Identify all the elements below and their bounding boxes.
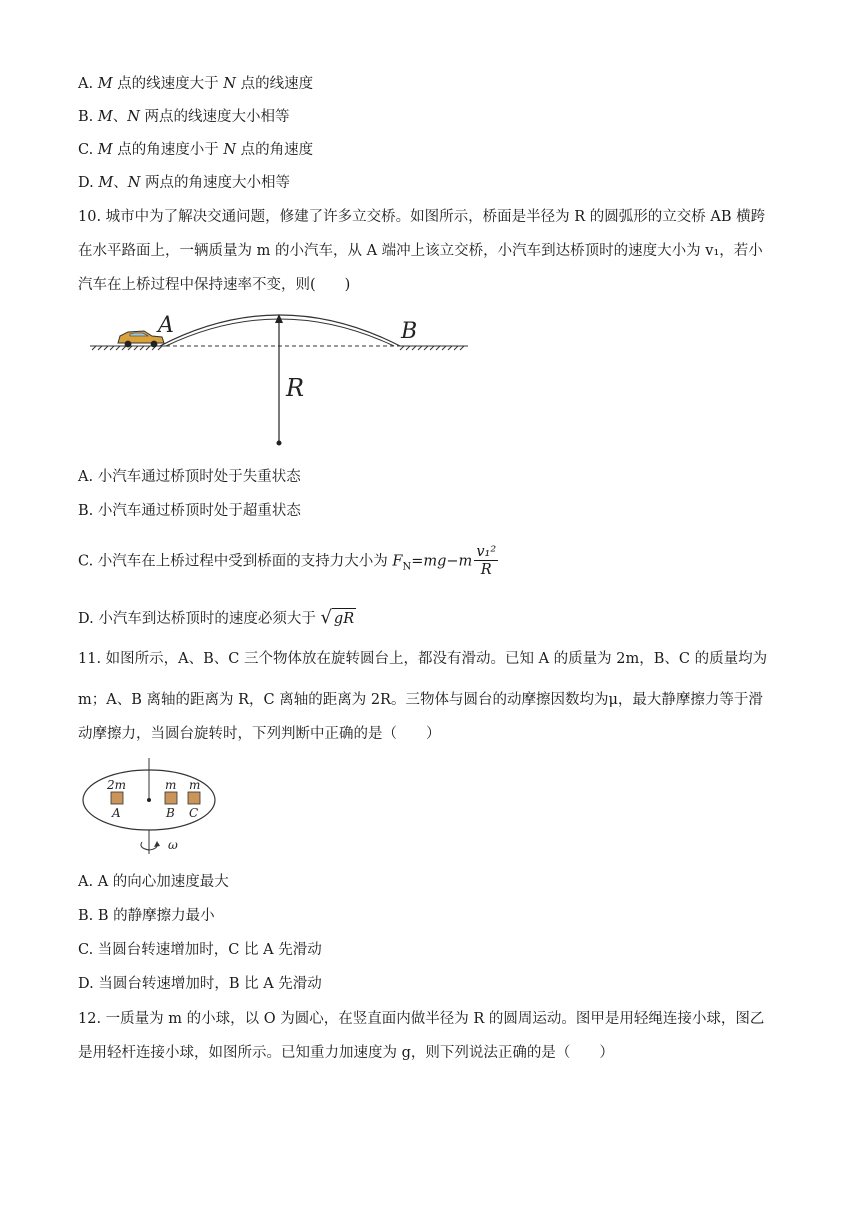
omega-label: ω xyxy=(168,838,178,852)
mass-label-b: m xyxy=(165,778,177,792)
q9-option-c xyxy=(78,140,313,160)
option-text: C. 小汽车在上桥过程中受到桥面的支持力大小为 xyxy=(78,553,393,570)
bridge-figure xyxy=(88,306,478,452)
block-label-c: C xyxy=(189,806,199,820)
center-point xyxy=(277,441,282,446)
block-label-b: B xyxy=(166,806,175,820)
block-label-a: A xyxy=(112,806,121,820)
q10-stem-line-2: 在水平路面上，一辆质量为 m 的小汽车，从 A 端冲上该立交桥，小汽车到达桥顶时的速度大小为 v₁，若小 xyxy=(78,243,763,259)
var-m: M xyxy=(97,142,113,158)
formula-fraction xyxy=(474,544,498,579)
formula-mid: =mg−m xyxy=(411,553,473,570)
option-text: 、 xyxy=(112,109,128,125)
option-prefix: B. xyxy=(78,109,98,125)
option-prefix: D. xyxy=(78,175,99,191)
block-c xyxy=(188,792,200,804)
mass-label-a: 2m xyxy=(107,778,127,792)
q12-stem-line-1: 12. 一质量为 m 的小球，以 O 为圆心，在竖直面内做半径为 R 的圆周运动。图甲是用轻绳连接小球，图乙 xyxy=(78,1011,765,1027)
label-a: A xyxy=(158,313,174,338)
q9-option-d xyxy=(78,173,290,193)
ground-right xyxy=(398,346,468,350)
option-text: D. 小汽车到达桥顶时的速度必须大于 xyxy=(78,611,321,627)
q11-option-c: C. 当圆台转速增加时，C 比 A 先滑动 xyxy=(78,942,322,958)
option-text: 点的线速度大于 xyxy=(112,76,224,92)
option-text: 点的角速度小于 xyxy=(112,142,224,158)
sqrt-symbol: √ xyxy=(320,607,332,628)
var-n: N xyxy=(127,175,141,191)
var-n: N xyxy=(127,109,140,125)
fraction-numerator: v₁² xyxy=(476,544,497,560)
q10-stem-line-3: 汽车在上桥过程中保持速率不变，则( ) xyxy=(78,277,351,293)
formula-f: F xyxy=(392,553,403,570)
axis-center-point xyxy=(147,798,151,802)
q10-option-c xyxy=(78,544,498,584)
var-m: M xyxy=(98,175,114,191)
label-r: R xyxy=(286,374,305,402)
q9-option-b xyxy=(78,107,290,127)
mass-label-c: m xyxy=(189,778,201,792)
block-b xyxy=(165,792,177,804)
option-prefix: C. xyxy=(78,142,98,158)
q11-option-d: D. 当圆台转速增加时，B 比 A 先滑动 xyxy=(78,976,322,992)
rotation-arrowhead xyxy=(154,841,160,847)
bridge-arc-inner xyxy=(166,319,394,346)
q9-option-a xyxy=(78,74,313,94)
label-b: B xyxy=(401,319,418,344)
q10-option-d xyxy=(78,608,356,629)
option-text: 两点的角速度大小相等 xyxy=(140,175,290,191)
formula-subscript: N xyxy=(402,561,412,573)
sqrt-radicand: gR xyxy=(332,608,356,629)
turntable-figure xyxy=(78,756,228,862)
q11-option-b: B. B 的静摩擦力最小 xyxy=(78,908,215,924)
option-prefix: A. xyxy=(78,76,98,92)
q10-option-a: A. 小汽车通过桥顶时处于失重状态 xyxy=(78,469,301,485)
q10-stem-line-1: 10. 城市中为了解决交通问题，修建了许多立交桥。如图所示，桥面是半径为 R 的圆弧形的立交桥 AB 横跨 xyxy=(78,209,766,225)
q11-option-a: A. A 的向心加速度最大 xyxy=(78,874,229,890)
block-a xyxy=(111,792,123,804)
q10-option-b: B. 小汽车通过桥顶时处于超重状态 xyxy=(78,503,301,519)
option-text: 点的线速度 xyxy=(235,76,314,92)
q11-stem-line-2: m；A、B 离轴的距离为 R，C 离轴的距离为 2R。三物体与圆台的动摩擦因数均为μ，最大静摩擦力等于滑 xyxy=(78,692,763,708)
var-m: M xyxy=(97,109,113,125)
option-text: 点的角速度 xyxy=(236,142,314,158)
q11-stem-line-3: 动摩擦力，当圆台旋转时，下列判断中正确的是（ ） xyxy=(78,726,441,742)
option-text: 两点的线速度大小相等 xyxy=(139,109,290,125)
q11-stem-line-1: 11. 如图所示，A、B、C 三个物体放在旋转圆台上，都没有滑动。已知 A 的质量为 2m，B、C 的质量均为 xyxy=(78,651,768,667)
q12-stem-line-2: 是用轻杆连接小球，如图所示。已知重力加速度为 g，则下列说法正确的是（ ） xyxy=(78,1045,614,1061)
option-text: 、 xyxy=(113,175,128,191)
var-n: N xyxy=(223,142,237,158)
fraction-denominator: R xyxy=(480,562,492,578)
var-n: N xyxy=(223,76,236,92)
var-m: M xyxy=(97,76,113,92)
